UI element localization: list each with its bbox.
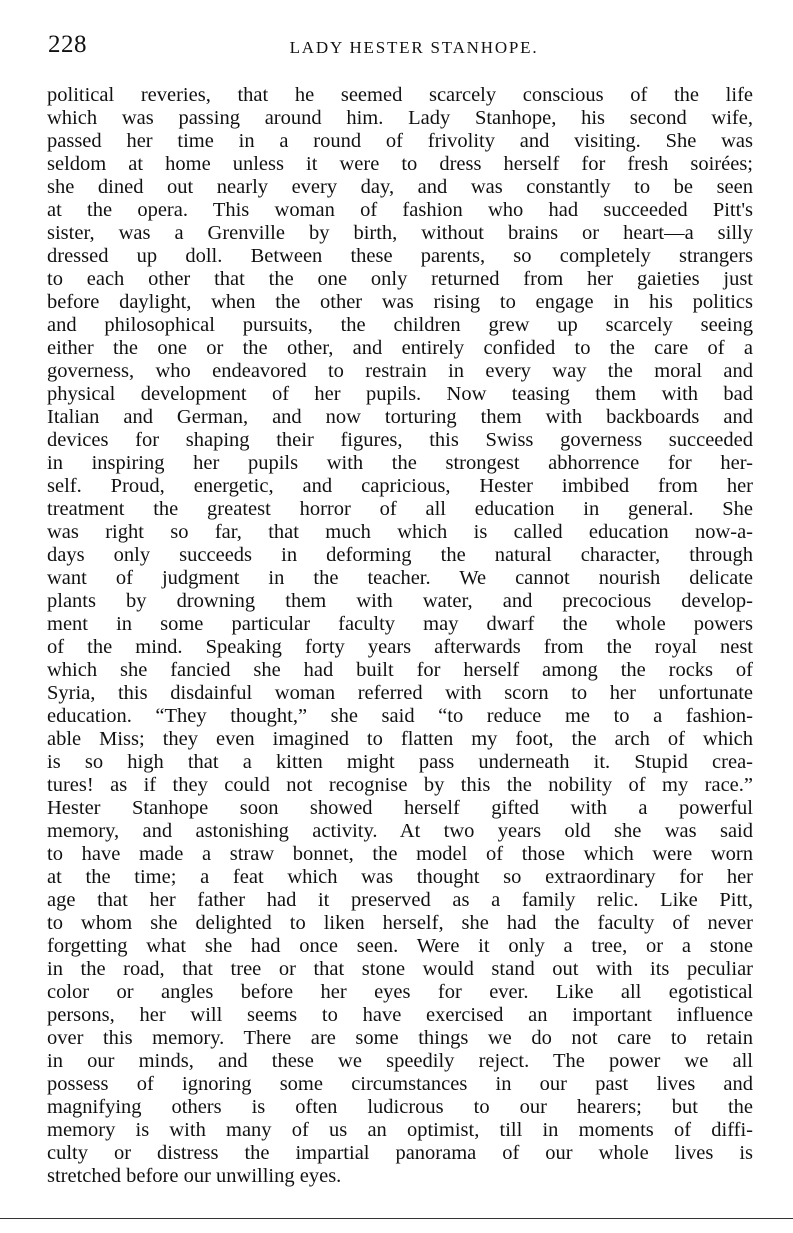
text-line: to have made a straw bonnet, the model of those which were worn [47, 843, 753, 865]
text-line: either the one or the other, and entirely confided to the care of a [47, 337, 753, 359]
text-line: persons, her will seems to have exercised an important influence [47, 1004, 753, 1026]
text-line: in our minds, and these we speedily reject. The power we all [47, 1050, 753, 1072]
text-line: sister, was a Grenville by birth, without brains or heart—a silly [47, 222, 753, 244]
text-line: was right so far, that much which is called education now-a- [47, 521, 753, 543]
text-line: color or angles before her eyes for ever. Like all egotistical [47, 981, 753, 1003]
text-line: before daylight, when the other was rising to engage in his politics [47, 291, 753, 313]
page-header [46, 30, 752, 64]
text-line: magnifying others is often ludicrous to our hearers; but the [47, 1096, 753, 1118]
text-line: culty or distress the impartial panorama of our whole lives is [47, 1142, 753, 1164]
text-line: self. Proud, energetic, and capricious, Hester imbibed from her [47, 475, 753, 497]
text-line: Italian and German, and now torturing them with backboards and [47, 406, 753, 428]
text-line: possess of ignoring some circumstances in our past lives and [47, 1073, 753, 1095]
running-title: LADY HESTER STANHOPE. [289, 38, 539, 57]
text-line: able Miss; they even imagined to flatten my foot, the arch of which [47, 728, 753, 750]
text-line: which was passing around him. Lady Stanhope, his second wife, [47, 107, 753, 129]
text-line: physical development of her pupils. Now teasing them with bad [47, 383, 753, 405]
text-line: plants by drowning them with water, and precocious develop- [47, 590, 753, 612]
text-line: memory is with many of us an optimist, till in moments of diffi- [47, 1119, 753, 1141]
page-bottom-rule [0, 1218, 793, 1219]
body-text [47, 84, 753, 1188]
text-line: ment in some particular faculty may dwarf the whole powers [47, 613, 753, 635]
text-line: which she fancied she had built for herself among the rocks of [47, 659, 753, 681]
text-line: devices for shaping their figures, this Swiss governess succeeded [47, 429, 753, 451]
text-line: memory, and astonishing activity. At two years old she was said [47, 820, 753, 842]
text-line: education. “They thought,” she said “to reduce me to a fashion- [47, 705, 753, 727]
text-line: want of judgment in the teacher. We cannot nourish delicate [47, 567, 753, 589]
text-line: days only succeeds in deforming the natural character, through [47, 544, 753, 566]
text-line: age that her father had it preserved as a family relic. Like Pitt, [47, 889, 753, 911]
text-line: stretched before our unwilling eyes. [47, 1165, 342, 1187]
text-line: treatment the greatest horror of all education in general. She [47, 498, 753, 520]
text-line: over this memory. There are some things we do not care to retain [47, 1027, 753, 1049]
text-line: forgetting what she had once seen. Were it only a tree, or a stone [47, 935, 753, 957]
text-line: is so high that a kitten might pass underneath it. Stupid crea- [47, 751, 753, 773]
text-line: passed her time in a round of frivolity and visiting. She was [47, 130, 753, 152]
text-line: to whom she delighted to liken herself, she had the faculty of never [47, 912, 753, 934]
text-line: dressed up doll. Between these parents, so completely strangers [47, 245, 753, 267]
text-line: tures! as if they could not recognise by this the nobility of my race.” [47, 774, 753, 796]
text-line: governess, who endeavored to restrain in every way the moral and [47, 360, 753, 382]
page-number: 228 [48, 31, 87, 58]
text-line: at the time; a feat which was thought so extraordinary for her [47, 866, 753, 888]
text-line: political reveries, that he seemed scarcely conscious of the life [47, 84, 753, 106]
text-line: seldom at home unless it were to dress herself for fresh soirées; [47, 153, 753, 175]
text-line: of the mind. Speaking forty years afterwards from the royal nest [47, 636, 753, 658]
text-line: and philosophical pursuits, the children grew up scarcely seeing [47, 314, 753, 336]
text-line: in inspiring her pupils with the strongest abhorrence for her- [47, 452, 753, 474]
text-line: at the opera. This woman of fashion who had succeeded Pitt's [47, 199, 753, 221]
text-line: Syria, this disdainful woman referred with scorn to her unfortunate [47, 682, 753, 704]
text-line: she dined out nearly every day, and was constantly to be seen [47, 176, 753, 198]
text-line: in the road, that tree or that stone would stand out with its peculiar [47, 958, 753, 980]
text-line: to each other that the one only returned from her gaieties just [47, 268, 753, 290]
text-line: Hester Stanhope soon showed herself gifted with a powerful [47, 797, 753, 819]
